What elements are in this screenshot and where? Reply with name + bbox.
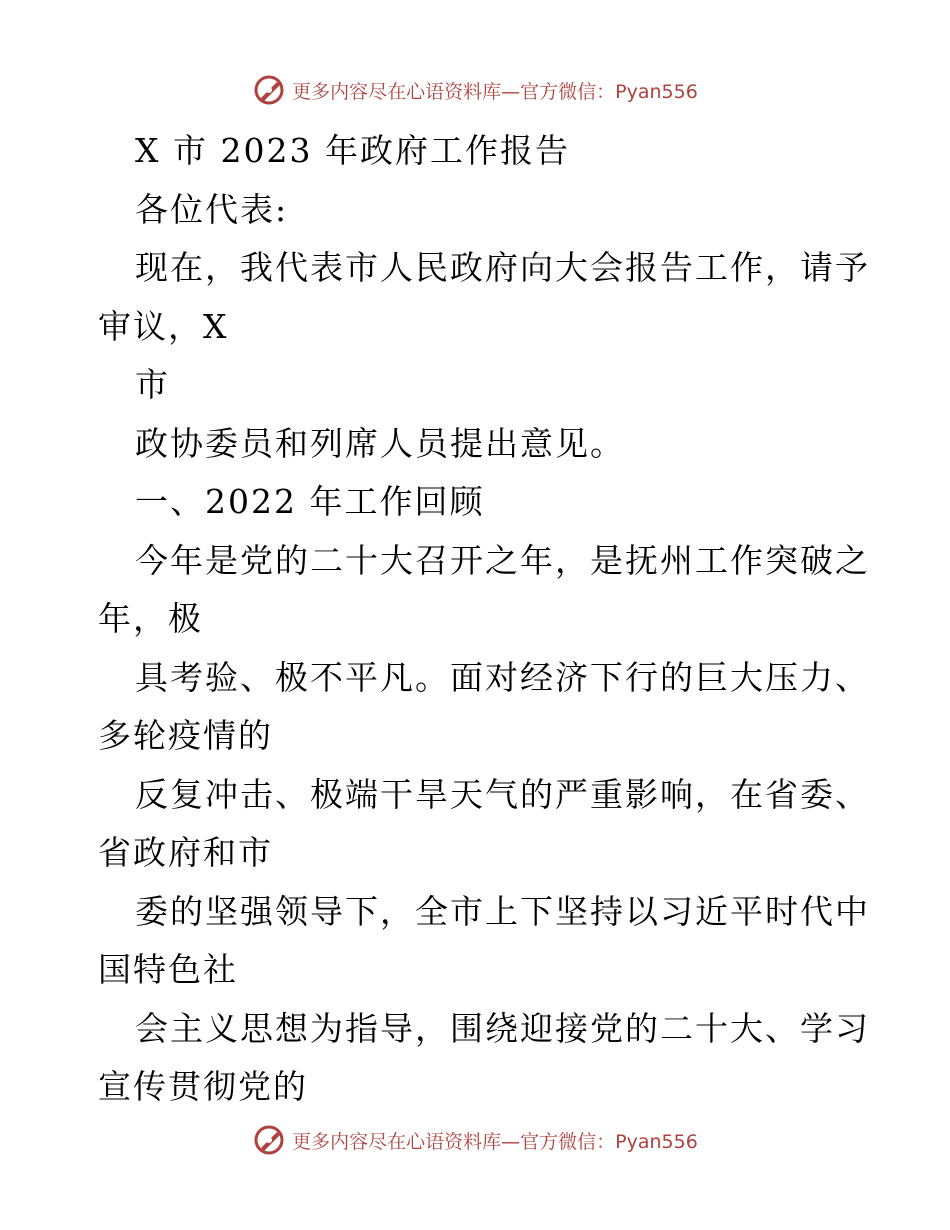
pen-logo-icon [252, 73, 286, 107]
document-title: X 市 2023 年政府工作报告 [135, 131, 570, 170]
text-line: 政协委员和列席人员提出意见。 [135, 423, 625, 463]
salutation: 各位代表: [135, 189, 289, 229]
text-line: 具考验、极不平凡。面对经济下行的巨大压力、 [135, 657, 870, 697]
text-line: 年，极 [98, 599, 203, 638]
section-heading: 一、2022 年工作回顾 [135, 482, 485, 521]
text-line: 现在，我代表市人民政府向大会报告工作，请予 [135, 248, 870, 287]
text-line: 国特色社 [98, 950, 238, 989]
text-line: 委的坚强领导下，全市上下坚持以习近平时代中 [135, 891, 870, 931]
document-body [98, 122, 870, 1117]
pen-logo-icon [252, 1123, 286, 1157]
text-line: 宣传贯彻党的 [98, 1067, 308, 1106]
text-line: 省政府和市 [98, 833, 273, 872]
text-line: 多轮疫情的 [98, 716, 273, 755]
text-line: 会主义思想为指导，围绕迎接党的二十大、学习 [135, 1008, 870, 1048]
text-line: 反复冲击、极端干旱天气的严重影响，在省委、 [135, 774, 870, 814]
watermark-text: 更多内容尽在心语资料库—官方微信：Pyan556 [292, 1130, 698, 1153]
watermark-banner-bottom [0, 1120, 950, 1160]
text-line: 今年是党的二十大召开之年，是抚州工作突破之 [135, 540, 870, 580]
text-line: 市 [135, 365, 170, 404]
watermark-banner-top [0, 70, 950, 110]
watermark-text: 更多内容尽在心语资料库—官方微信：Pyan556 [292, 80, 698, 103]
text-line: 审议，X [98, 306, 229, 346]
